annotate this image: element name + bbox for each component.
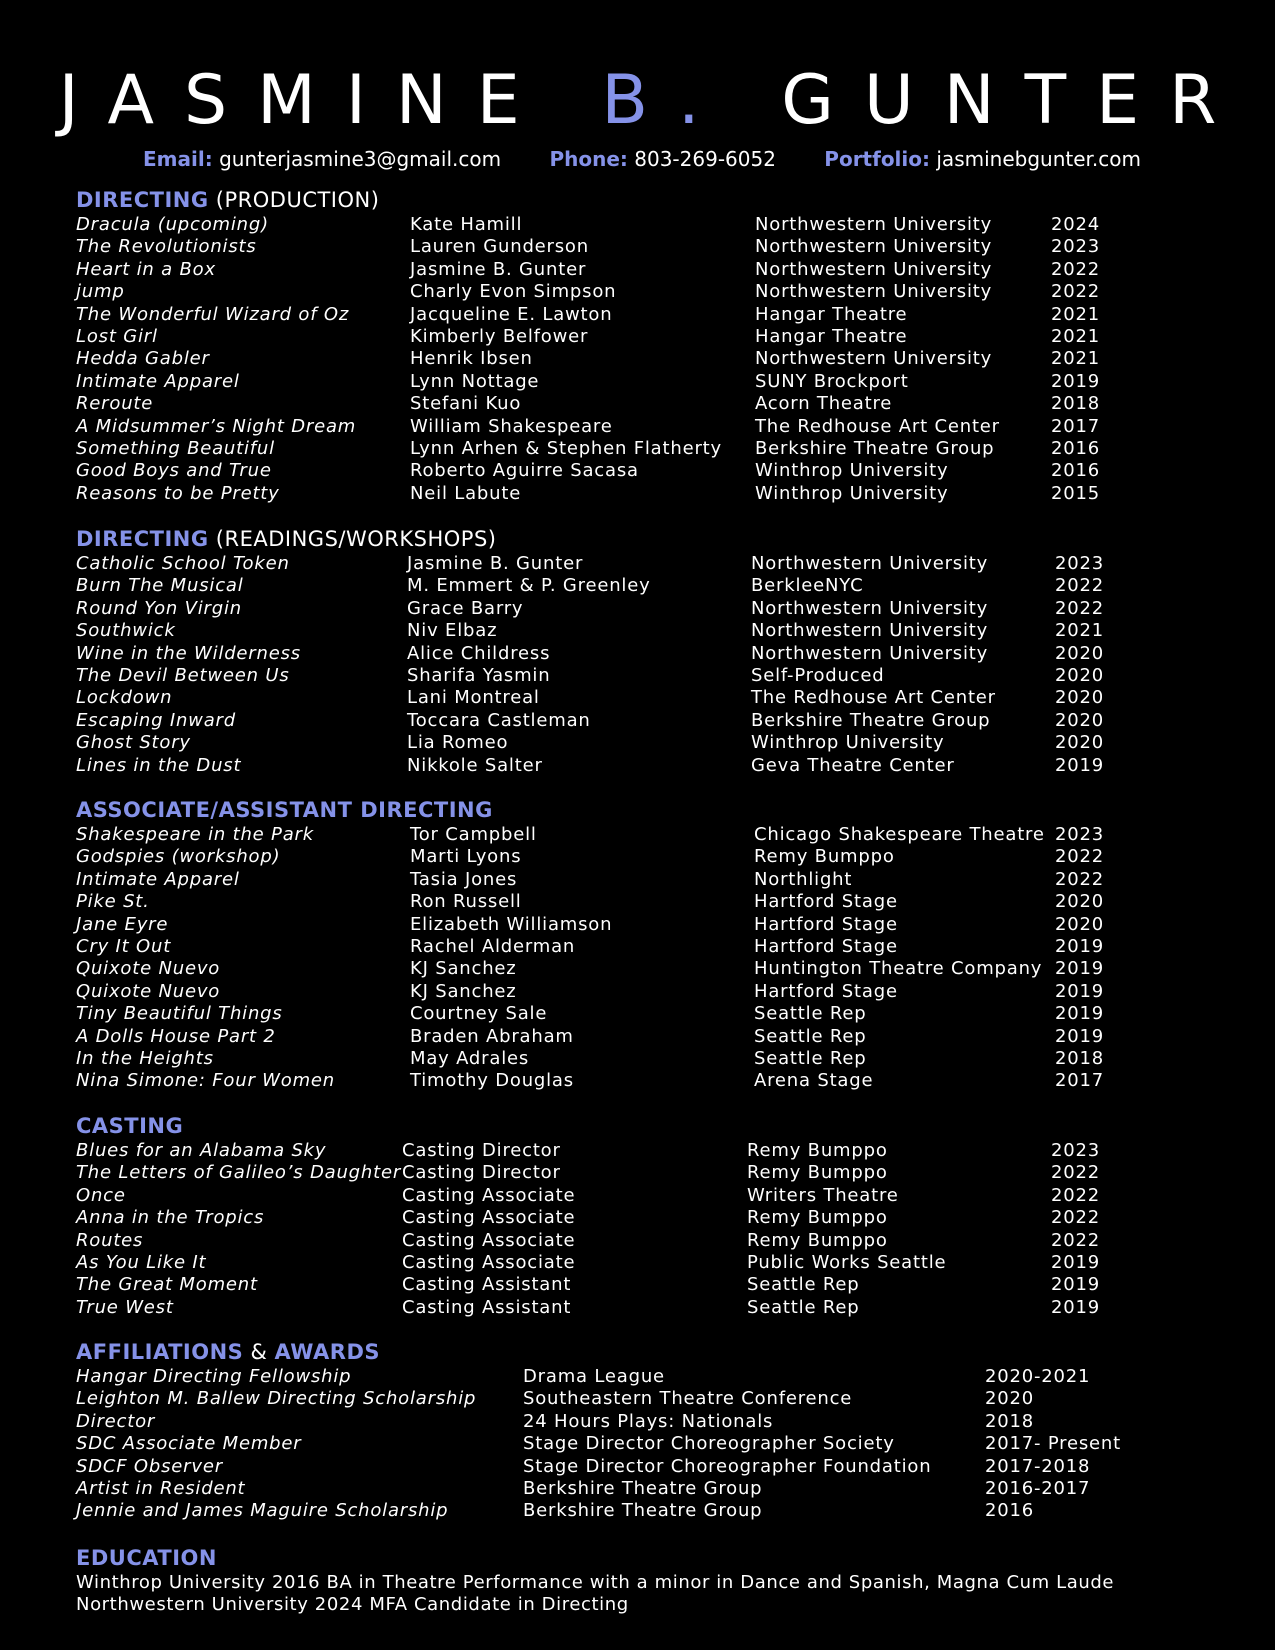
entry-detail: Casting Director	[402, 1140, 561, 1161]
entry-row	[76, 687, 1226, 709]
entry-title: Intimate Apparel	[76, 370, 240, 392]
entry-row	[76, 1252, 1226, 1274]
entry-title: Blues for an Alabama Sky	[76, 1140, 327, 1161]
entry-title: The Letters of Galileo’s Daughter	[76, 1162, 402, 1184]
entry-detail: Braden Abraham	[410, 1025, 574, 1047]
entry-detail: Casting Assistant	[402, 1274, 572, 1296]
section-associate-directing	[76, 796, 1226, 1093]
entry-row	[76, 665, 1226, 687]
entry-detail: Jasmine B. Gunter	[407, 553, 584, 574]
entry-detail: Casting Associate	[402, 1184, 576, 1206]
entry-detail: Berkshire Theatre Group	[755, 437, 995, 459]
entry-detail: Winthrop University	[755, 460, 949, 482]
entry-year: 2019	[1055, 1025, 1105, 1047]
email[interactable]	[143, 145, 501, 173]
entry-title: Director	[76, 1410, 156, 1432]
entry-detail: Grace Barry	[407, 597, 524, 619]
entry-title: Southwick	[76, 620, 176, 642]
entry-year: 2022	[1055, 846, 1105, 868]
entry-detail: Hartford Stage	[754, 935, 898, 957]
entry-year: 2023	[1055, 824, 1105, 845]
entry-title: SDC Associate Member	[76, 1433, 302, 1455]
portfolio-value: jasminebgunter.com	[936, 147, 1141, 171]
entry-title: Shakespeare in the Park	[76, 824, 314, 845]
entry-row	[76, 236, 1226, 258]
entry-year: 2019	[1051, 1296, 1101, 1318]
section-title: AFFILIATIONS & AWARDS	[76, 1340, 381, 1364]
entry-title: Cry It Out	[76, 935, 172, 957]
entry-year: 2023	[1055, 553, 1105, 574]
entry-title: Tiny Beautiful Things	[76, 1003, 283, 1025]
entry-title: True West	[76, 1296, 174, 1318]
entry-detail: Tasia Jones	[410, 868, 518, 890]
entry-row	[76, 958, 1226, 980]
entry-detail: Public Works Seattle	[747, 1251, 947, 1273]
entry-row	[76, 846, 1226, 868]
entry-year: 2015	[1051, 482, 1101, 504]
entry-title: A Dolls House Part 2	[76, 1025, 276, 1047]
resume-name	[15, 60, 1275, 142]
entry-detail: Chicago Shakespeare Theatre	[754, 824, 1045, 845]
entry-title: Hedda Gabler	[76, 348, 210, 370]
entry-row	[76, 259, 1226, 281]
entry-detail: Kate Hamill	[410, 214, 523, 235]
entry-row	[76, 1274, 1226, 1296]
entry-year: 2022	[1051, 1184, 1101, 1206]
section-title: CASTING	[76, 1114, 184, 1138]
entry-title: The Wonderful Wizard of Oz	[76, 303, 350, 325]
entry-title: Wine in the Wilderness	[76, 642, 301, 664]
entry-year: 2019	[1055, 935, 1105, 957]
entry-row	[76, 1388, 1226, 1410]
entry-detail: Alice Childress	[407, 642, 551, 664]
entry-detail: Marti Lyons	[410, 846, 522, 868]
entry-row	[76, 981, 1226, 1003]
entry-detail: Berkshire Theatre Group	[523, 1477, 763, 1499]
entry-row	[76, 732, 1226, 754]
entry-row	[76, 1297, 1226, 1319]
entry-detail: 24 Hours Plays: Nationals	[523, 1410, 774, 1432]
portfolio-label: Portfolio:	[824, 147, 931, 171]
entry-row	[76, 460, 1226, 482]
entry-row	[76, 1140, 1226, 1162]
entry-title: jump	[76, 281, 125, 303]
entry-detail: Seattle Rep	[747, 1296, 860, 1318]
entry-row	[76, 438, 1226, 460]
entry-year: 2020	[1055, 687, 1105, 709]
entry-title: A Midsummer’s Night Dream	[76, 415, 357, 437]
entry-detail: Lia Romeo	[407, 732, 509, 754]
entry-row	[76, 1433, 1226, 1455]
phone	[549, 145, 775, 173]
entry-detail: Elizabeth Williamson	[410, 913, 613, 935]
entry-year: 2022	[1051, 1162, 1101, 1184]
entry-row	[76, 416, 1226, 438]
entry-year: 2017-2018	[985, 1455, 1091, 1477]
entry-detail: Nikkole Salter	[407, 754, 543, 776]
entry-detail: Remy Bumppo	[754, 846, 895, 868]
entry-year: 2023	[1051, 1140, 1101, 1161]
entry-row	[76, 1185, 1226, 1207]
entry-year: 2022	[1051, 1229, 1101, 1251]
entry-detail: Northwestern University	[755, 281, 993, 303]
entry-detail: Remy Bumppo	[747, 1140, 888, 1161]
entry-title: Ghost Story	[76, 732, 191, 754]
entry-detail: Hangar Theatre	[755, 303, 908, 325]
entry-title: Dracula (upcoming)	[76, 214, 269, 235]
section-title: EDUCATION	[76, 1546, 217, 1570]
entry-detail: Drama League	[523, 1366, 665, 1387]
entry-detail: Geva Theatre Center	[751, 754, 955, 776]
entry-detail: Lynn Nottage	[410, 370, 540, 392]
entry-title: As You Like It	[76, 1251, 207, 1273]
entry-detail: Northwestern University	[751, 642, 989, 664]
entry-title: Godspies (workshop)	[76, 846, 281, 868]
entry-detail: Winthrop University	[751, 732, 945, 754]
phone-value: 803-269-6052	[634, 147, 776, 171]
entry-year: 2018	[1051, 393, 1101, 415]
entry-title: Reasons to be Pretty	[76, 482, 280, 504]
entry-year: 2019	[1055, 754, 1105, 776]
entry-row	[76, 575, 1226, 597]
entry-detail: Kimberly Belfower	[410, 325, 589, 347]
entry-year: 2017	[1051, 415, 1101, 437]
entry-row	[76, 1003, 1226, 1025]
entry-detail: Winthrop University	[755, 482, 949, 504]
entry-year: 2021	[1055, 620, 1105, 642]
entry-row	[76, 710, 1226, 732]
entry-title: Routes	[76, 1229, 144, 1251]
entry-row	[76, 326, 1226, 348]
entry-detail: Toccara Castleman	[407, 709, 591, 731]
entry-detail: Remy Bumppo	[747, 1207, 888, 1229]
entry-year: 2022	[1051, 281, 1101, 303]
entry-detail: Stage Director Choreographer Society	[523, 1433, 895, 1455]
entry-year: 2020-2021	[985, 1366, 1091, 1387]
entry-detail: Charly Evon Simpson	[410, 281, 617, 303]
entry-year: 2020	[985, 1388, 1035, 1410]
portfolio[interactable]	[824, 145, 1141, 173]
section-title: DIRECTING (PRODUCTION)	[76, 188, 380, 212]
entry-title: Pike St.	[76, 891, 150, 913]
entry-year: 2016	[1051, 437, 1101, 459]
entry-year: 2019	[1055, 980, 1105, 1002]
entry-row	[76, 1048, 1226, 1070]
entry-title: Anna in the Tropics	[76, 1207, 265, 1229]
entry-detail: Hangar Theatre	[755, 325, 908, 347]
entry-title: Quixote Nuevo	[76, 958, 221, 980]
entry-title: SDCF Observer	[76, 1455, 223, 1477]
entry-detail: Northwestern University	[751, 553, 989, 574]
entry-year: 2021	[1051, 348, 1101, 370]
entry-year: 2020	[1055, 732, 1105, 754]
entry-year: 2020	[1055, 891, 1105, 913]
entry-year: 2022	[1051, 1207, 1101, 1229]
entry-detail: Hartford Stage	[754, 891, 898, 913]
entry-detail: The Redhouse Art Center	[751, 687, 996, 709]
section-title: ASSOCIATE/ASSISTANT DIRECTING	[76, 798, 493, 822]
section-title: DIRECTING (READINGS/WORKSHOPS)	[76, 527, 497, 551]
entry-row	[76, 1230, 1226, 1252]
section-directing-readings	[76, 525, 1226, 777]
entry-title: Leighton M. Ballew Directing Scholarship	[76, 1388, 477, 1410]
middle-initial: B.	[601, 61, 730, 140]
entry-year: 2022	[1055, 575, 1105, 597]
entry-title: Lines in the Dust	[76, 754, 242, 776]
entry-row	[76, 1070, 1226, 1092]
entry-row	[76, 483, 1226, 505]
associate-directing-list	[76, 824, 1226, 1093]
entry-detail: Acorn Theatre	[755, 393, 893, 415]
entry-row	[76, 891, 1226, 913]
entry-detail: Jasmine B. Gunter	[410, 258, 587, 280]
entry-detail: Lani Montreal	[407, 687, 540, 709]
entry-detail: Stefani Kuo	[410, 393, 522, 415]
entry-year: 2017	[1055, 1070, 1105, 1092]
entry-detail: Hartford Stage	[754, 913, 898, 935]
entry-row	[76, 1500, 1226, 1522]
directing-production-list	[76, 214, 1226, 505]
entry-detail: Remy Bumppo	[747, 1229, 888, 1251]
contact-line	[143, 145, 1143, 173]
entry-detail: Casting Associate	[402, 1229, 576, 1251]
entry-year: 2020	[1055, 709, 1105, 731]
entry-year: 2022	[1051, 258, 1101, 280]
entry-detail: Rachel Alderman	[410, 935, 576, 957]
entry-row	[76, 1456, 1226, 1478]
education-line: Winthrop University 2016 BA in Theatre Performance with a minor in Dance and Spanish, Magna Cum Laude	[76, 1572, 1115, 1593]
entry-title: Catholic School Token	[76, 553, 290, 574]
entry-title: The Devil Between Us	[76, 664, 290, 686]
entry-row	[76, 553, 1226, 575]
entry-detail: BerkleeNYC	[751, 575, 864, 597]
entry-detail: SUNY Brockport	[755, 370, 909, 392]
entry-row	[76, 598, 1226, 620]
entry-title: The Great Moment	[76, 1274, 258, 1296]
entry-detail: Northwestern University	[751, 620, 989, 642]
entry-detail: Berkshire Theatre Group	[523, 1500, 763, 1522]
entry-year: 2016-2017	[985, 1477, 1091, 1499]
entry-detail: Remy Bumppo	[747, 1162, 888, 1184]
entry-title: Jennie and James Maguire Scholarship	[76, 1500, 449, 1522]
affiliations-list	[76, 1366, 1226, 1523]
email-value: gunterjasmine3@gmail.com	[219, 147, 502, 171]
section-directing-production	[76, 186, 1226, 505]
entry-row	[76, 1162, 1226, 1184]
entry-detail: Courtney Sale	[410, 1003, 548, 1025]
entry-title: Lockdown	[76, 687, 173, 709]
entry-title: Reroute	[76, 393, 154, 415]
entry-row	[76, 371, 1226, 393]
entry-detail: Casting Assistant	[402, 1296, 572, 1318]
entry-detail: Casting Director	[402, 1162, 561, 1184]
entry-row	[76, 620, 1226, 642]
entry-row	[76, 1411, 1226, 1433]
entry-row	[76, 869, 1226, 891]
entry-row	[76, 1366, 1226, 1388]
entry-row	[76, 348, 1226, 370]
entry-year: 2018	[985, 1410, 1035, 1432]
entry-detail: Hartford Stage	[754, 980, 898, 1002]
entry-detail: Arena Stage	[754, 1070, 874, 1092]
email-label: Email:	[143, 147, 213, 171]
entry-detail: Southeastern Theatre Conference	[523, 1388, 853, 1410]
entry-detail: Jacqueline E. Lawton	[410, 303, 613, 325]
entry-detail: Writers Theatre	[747, 1184, 899, 1206]
entry-detail: Berkshire Theatre Group	[751, 709, 991, 731]
entry-detail: William Shakespeare	[410, 415, 613, 437]
entry-title: Hangar Directing Fellowship	[76, 1366, 352, 1387]
entry-title: Heart in a Box	[76, 258, 216, 280]
entry-detail: KJ Sanchez	[410, 980, 517, 1002]
entry-row	[76, 936, 1226, 958]
entry-detail: KJ Sanchez	[410, 958, 517, 980]
entry-year: 2016	[1051, 460, 1101, 482]
entry-year: 2022	[1055, 597, 1105, 619]
entry-title: Nina Simone: Four Women	[76, 1070, 335, 1092]
entry-year: 2018	[1055, 1047, 1105, 1069]
entry-row	[76, 304, 1226, 326]
entry-detail: Timothy Douglas	[410, 1070, 574, 1092]
entry-year: 2022	[1055, 868, 1105, 890]
entry-title: Artist in Resident	[76, 1477, 246, 1499]
entry-title: Quixote Nuevo	[76, 980, 221, 1002]
entry-year: 2019	[1055, 1003, 1105, 1025]
entry-title: In the Heights	[76, 1047, 214, 1069]
entry-year: 2020	[1055, 642, 1105, 664]
entry-year: 2016	[985, 1500, 1035, 1522]
entry-year: 2020	[1055, 664, 1105, 686]
entry-year: 2019	[1051, 370, 1101, 392]
entry-detail: Casting Associate	[402, 1251, 576, 1273]
entry-detail: Neil Labute	[410, 482, 522, 504]
entry-row	[76, 643, 1226, 665]
entry-row	[76, 1207, 1226, 1229]
entry-detail: Tor Campbell	[410, 824, 537, 845]
entry-row	[76, 914, 1226, 936]
entry-detail: Stage Director Choreographer Foundation	[523, 1455, 932, 1477]
entry-detail: May Adrales	[410, 1047, 530, 1069]
entry-year: 2020	[1055, 913, 1105, 935]
entry-title: Good Boys and True	[76, 460, 272, 482]
entry-year: 2021	[1051, 325, 1101, 347]
first-name: JASMINE	[58, 61, 550, 140]
entry-title: Escaping Inward	[76, 709, 236, 731]
entry-title: Round Yon Virgin	[76, 597, 242, 619]
phone-label: Phone:	[549, 147, 628, 171]
entry-detail: Henrik Ibsen	[410, 348, 533, 370]
entry-title: Intimate Apparel	[76, 868, 240, 890]
entry-detail: Huntington Theatre Company	[754, 958, 1043, 980]
entry-detail: Northwestern University	[755, 258, 993, 280]
entry-detail: Lauren Gunderson	[410, 236, 589, 258]
entry-detail: Northwestern University	[755, 348, 993, 370]
entry-title: The Revolutionists	[76, 236, 257, 258]
entry-detail: Northlight	[754, 868, 853, 890]
entry-detail: Seattle Rep	[747, 1274, 860, 1296]
entry-year: 2017- Present	[985, 1433, 1121, 1455]
entry-detail: Roberto Aguirre Sacasa	[410, 460, 639, 482]
entry-year: 2023	[1051, 236, 1101, 258]
directing-readings-list	[76, 553, 1226, 777]
entry-row	[76, 824, 1226, 846]
entry-detail: Northwestern University	[751, 597, 989, 619]
entry-detail: Lynn Arhen & Stephen Flatherty	[410, 437, 722, 459]
section-casting	[76, 1112, 1226, 1319]
entry-row	[76, 1026, 1226, 1048]
entry-detail: Seattle Rep	[754, 1047, 867, 1069]
entry-detail: Northwestern University	[755, 236, 993, 258]
entry-year: 2019	[1051, 1274, 1101, 1296]
entry-year: 2019	[1051, 1251, 1101, 1273]
entry-detail: Seattle Rep	[754, 1025, 867, 1047]
entry-detail: Niv Elbaz	[407, 620, 498, 642]
entry-row	[76, 755, 1226, 777]
entry-year: 2024	[1051, 214, 1101, 235]
section-education	[76, 1544, 1226, 1616]
entry-row	[76, 214, 1226, 236]
entry-year: 2019	[1055, 958, 1105, 980]
entry-detail: Ron Russell	[410, 891, 522, 913]
entry-detail: Northwestern University	[755, 214, 993, 235]
entry-detail: M. Emmert & P. Greenley	[407, 575, 651, 597]
entry-row	[76, 393, 1226, 415]
entry-title: Jane Eyre	[76, 913, 169, 935]
entry-detail: Sharifa Yasmin	[407, 664, 551, 686]
education-line: Northwestern University 2024 MFA Candidate in Directing	[76, 1594, 629, 1615]
entry-title: Lost Girl	[76, 325, 158, 347]
entry-year: 2021	[1051, 303, 1101, 325]
entry-detail: Seattle Rep	[754, 1003, 867, 1025]
last-name: GUNTER	[781, 61, 1247, 140]
entry-detail: Casting Associate	[402, 1207, 576, 1229]
entry-title: Burn The Musical	[76, 575, 244, 597]
entry-title: Once	[76, 1184, 126, 1206]
entry-row	[76, 281, 1226, 303]
entry-detail: Self-Produced	[751, 664, 885, 686]
entry-title: Something Beautiful	[76, 437, 275, 459]
casting-list	[76, 1140, 1226, 1319]
entry-row	[76, 1478, 1226, 1500]
section-affiliations-awards	[76, 1338, 1226, 1523]
entry-detail: The Redhouse Art Center	[755, 415, 1000, 437]
